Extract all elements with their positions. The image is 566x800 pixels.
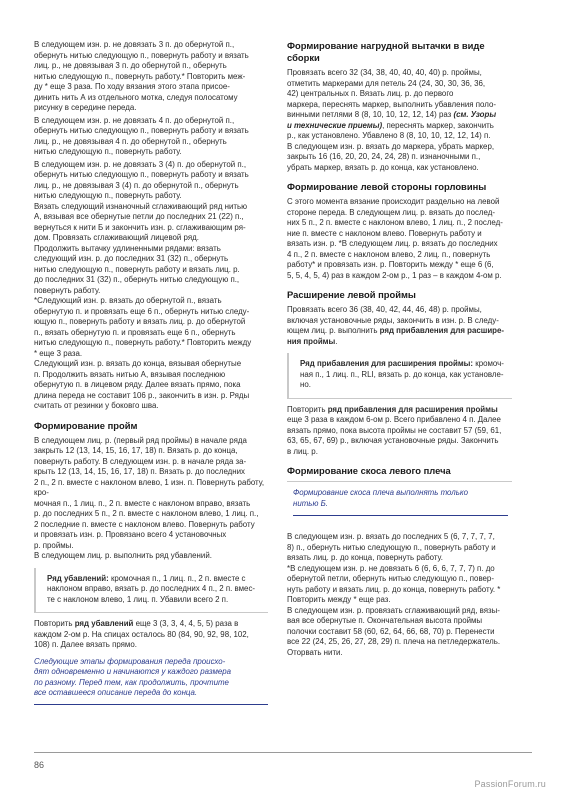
paragraph: В следующем изн. р. вязать до последних 5 (6, 7, 7, 7, 7, 8) п., обернуть нитью следующую п., повернуть работу и вязать лиц. р. до конца, повернуть работу. *В следующем изн. р. не довязать 6 (6, 6, 6, 7, 7, 7) п. до обернутой петли, обернуть нитью следующую п., повер- нуть работу и вязать лиц. р. до конца, повернуть работу. * Повторить между * еще раз. В следующем изн. р. провязать сглаживающий ряд, вязы- вая все обернутые п. Окончательная высота проймы полочки составит 58 (60, 62, 64, 66, 68, 70) р. Перенести все 22 (24, 25, 26, 27, 28, 29) п. плеча на петледержатель. Оторвать нити. <box>287 532 501 657</box>
note-text: Формирование скоса плеча выполнять только нитью Б. <box>293 488 508 516</box>
watermark: PassionForum.ru <box>474 779 546 789</box>
paragraph: Провязать всего 36 (38, 40, 42, 44, 46, 48) р. проймы, включая установочные ряды, закончить в изн. р. В следу- ющем лиц. р. выполнить ряд прибавления для расшире- ния проймы. <box>287 305 505 346</box>
paragraph: В следующем изн. р. не довязать 4 п. до обернутой п., обернуть нитью следующую п., повернуть работу и вязать лиц. р., не довязывая 4 п. до обернутой п., обернуть нитью следующую п., повернуть работу. <box>34 115 249 156</box>
note-text: Следующие этапы формирования переда происхо- дят одновременно и начинаются у каждого размера по разному. Перед тем, как продолжить, прочтите все оставшееся описание переда до конца. <box>34 656 232 697</box>
section-heading-shoulder: Формирование скоса левого плеча <box>287 465 451 476</box>
box-label: Ряд убавлений: <box>47 573 109 583</box>
note-block <box>287 481 512 522</box>
increase-row-box: Ряд прибавления для расширения проймы: кромоч- ная п., 1 лиц. п., RLI, вязать р. до конца, как установле- но. <box>287 353 512 399</box>
section-heading-bust-dart: Формирование нагрудной вытачки в виде сборки <box>287 40 485 63</box>
paragraph: Повторить ряд убавлений еще 3 (3, 3, 4, 4, 5, 5) раза в каждом 2-ом р. На спицах осталось 80 (84, 90, 92, 98, 102, 108) п. Далее вязать прямо. <box>34 619 249 649</box>
section-heading-armhole-extension: Расширение левой проймы <box>287 289 416 300</box>
paragraph: Повторить ряд прибавления для расширения проймы еще 3 раза в каждом 6-ом р. Всего прибавлено 4 п. Далее вязать прямо, пока высота проймы не составит 57 (59, 61, 63, 65, 67, 69) р., включая установочные ряды. Закончить в лиц. р. <box>287 404 502 456</box>
paragraph: В следующем изн. р. не довязать 3 п. до обернутой п., обернуть нитью следующую п., повернуть работу и вязать лиц. р., не довязывая 3 п. до обернутой п., обернуть нитью следующую п., повернуть работу.* Повторить меж- ду * еще 3 раза. По ходу вязания этого этапа присое- динить нить А из отдельного мотка, следуя полосатому рисунку в середине переда. <box>34 40 249 112</box>
left-column <box>34 40 268 705</box>
right-column <box>287 40 512 660</box>
section-heading-left-neckline: Формирование левой стороны горловины <box>287 181 487 192</box>
paragraph: В следующем изн. р. не довязать 3 (4) п. до обернутой п., обернуть нитью следующую п., повернуть работу и вязать лиц. р., не довязывая 3 (4) п. до обернутой п., обернуть нитью следующую п., повернуть работу. Вязать следующий изнаночный сглаживающий ряд нитью А, вязывая все обернутые петли до последних 21 (22) п., вернуться к нити Б и закончить изн. р. сглаживающим ря- дом. Провязать сглаживающий лицевой ряд. Продолжить вытачку удлиненными рядами: вязать следующий изн. р. до последних 31 (32) п., обернуть нитью следующую п., повернуть работу и вязать лиц. р. до последних 31 (32) п., обернуть нитью следующую п., повернуть работу. *Следующий изн. р. вязать до обернутой п., вязать обернутую п. и провязать еще 6 п., обернуть нитью следу- ющую п., повернуть работу и вязать лиц. р. до обернутой п., вязать обернутую п. и провязать еще 6 п., обернуть нитью следующую п., повернуть работу.* Повторить между * еще 3 раза. Следующий изн. р. вязать до конца, вязывая обернутые п. Продолжить вязать нитью А, вязывая последнюю обернутую п. в лицевом ряду. Далее вязать прямо, пока длина переда не составит 106 р., закончить в изн. р. Ряды считать от резинки у боковго шва. <box>34 159 252 410</box>
paragraph: В следующем лиц. р. (первый ряд проймы) в начале ряда закрыть 12 (13, 14, 15, 16, 17, 18) п. Вязать р. до конца, повернуть работу. В следующем изн. р. в начале ряда за- крыть 12 (13, 14, 15, 16, 17, 18) п. Вязать р. до последних 2 п., 2 п. вместе с наклоном влево, 1 изн. п. Повернуть работу, кро- мочная п., 1 лиц. п., 2 п. вместе с наклоном вправо, вязать р. до последних 5 п., 2 п. вместе с наклоном влево, 1 лиц. п., 2 последние п. вместе с наклоном влево. Повернуть работу и провязать изн. р. Провязано всего 4 установочных р. проймы. В следующем лиц. р. выполнить ряд убавлений. <box>34 435 265 560</box>
page-number: 86 <box>34 760 45 770</box>
box-label: Ряд прибавления для расширения проймы: <box>300 359 474 368</box>
note-block <box>34 657 268 705</box>
paragraph: С этого момента вязание происходит раздельно на левой стороне переда. В следующем лиц. р. вязать до послед- них 5 п., 2 п. вместе с наклоном влево, 1 лиц. п., 2 послед- ние п. вместе с наклоном влево. Повернуть работу и вязать изн. р. *В следующем лиц. р. вязать до последних 4 п., 2 п. вместе с наклоном влево, 2 лиц. п., повернуть работу* и провязать изн. р. Повторить между * еще 6 (6, 5, 5, 4, 5, 4) раз в каждом 2-ом р., 1 раз – в каждом 4-ом р. <box>287 197 503 280</box>
decrease-row-box: Ряд убавлений: кромочная п., 1 лиц. п., 2 п. вместе с наклоном вправо, вязать р. до последних 4 п., 2 п. вмес- те с наклоном влево, 1 лиц. п. Убавили всего 2 п. <box>34 568 268 614</box>
section-heading-armhole: Формирование пройм <box>34 419 138 431</box>
footer-divider <box>34 752 532 753</box>
paragraph: Провязать всего 32 (34, 38, 40, 40, 40, 40) р. проймы, отметить маркерами для петель 24 (24, 30, 30, 36, 36, 42) центральных п. Вязать лиц. р. до первого маркера, переснять маркер, выполнить убавления поло- винными петлями 8 (8, 10, 10, 12, 12, 14) раз (см. Узоры и технические приемы), переснять маркер, закончить р., как установлено. Убавлено 8 (8, 10, 10, 12, 12, 14) п. В следующем изн. р. вязать до маркера, убрать маркер, закрыть 16 (16, 20, 20, 24, 24, 28) п. изнаночными п., убрать маркер, вязать р. до конца, как установлено. <box>287 68 497 172</box>
